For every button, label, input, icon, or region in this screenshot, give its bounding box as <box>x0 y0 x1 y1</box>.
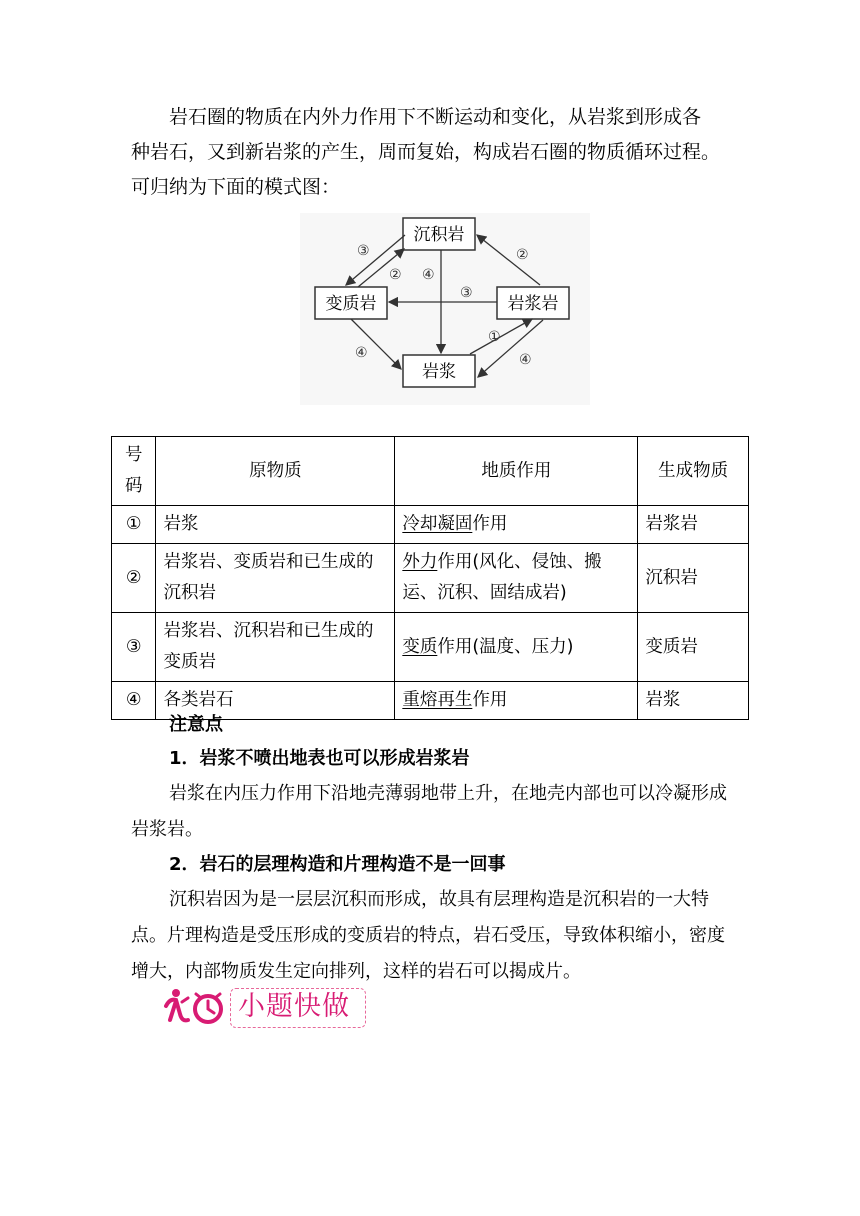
process-detail: 作用 <box>472 690 508 710</box>
label-middle: ③ <box>460 285 473 301</box>
header-number: 号码 <box>112 437 156 506</box>
row-number: ③ <box>112 613 156 682</box>
intro-line-2: 种岩石，又到新岩浆的产生，周而复始，构成岩石圈的物质循环过程。 <box>131 141 721 163</box>
label-bl: ④ <box>355 345 368 361</box>
rock-cycle-diagram <box>300 213 590 405</box>
quick-practice-banner <box>162 984 368 1030</box>
node-igneous: 岩浆岩 <box>507 294 559 314</box>
rock-cycle-table <box>111 436 749 720</box>
node-metamorphic: 变质岩 <box>325 294 377 314</box>
row-product: 变质岩 <box>638 613 749 682</box>
table-row <box>112 506 749 544</box>
intro-paragraph <box>131 100 741 205</box>
intro-line-3: 可归纳为下面的模式图： <box>131 176 341 198</box>
node-magma: 岩浆 <box>422 362 456 382</box>
row-number: ④ <box>112 682 156 720</box>
notes-title: 注意点 <box>169 714 223 735</box>
label-tr: ② <box>516 247 529 263</box>
alarm-clock-person-icon <box>162 984 228 1030</box>
note-2-heading: 2．岩石的层理构造和片理构造不是一回事 <box>169 854 506 875</box>
process-detail: 作用(风化、侵蚀、搬运、沉积、固结成岩) <box>402 552 602 603</box>
node-sedimentary: 沉积岩 <box>413 225 465 245</box>
row-product: 岩浆岩 <box>638 506 749 544</box>
table-row <box>112 613 749 682</box>
banner-title: 小题快做 <box>238 991 350 1022</box>
row-number: ① <box>112 506 156 544</box>
label-tl-inner: ② <box>389 267 402 283</box>
header-process: 地质作用 <box>395 437 638 506</box>
row-process <box>395 613 638 682</box>
label-center: ④ <box>422 267 435 283</box>
note-1-heading: 1．岩浆不喷出地表也可以形成岩浆岩 <box>169 748 470 769</box>
note-2-body: 沉积岩因为是一层层沉积而形成，故具有层理构造是沉积岩的一大特点。片理构造是受压形成的变质岩的特点，岩石受压，导致体积缩小，密度增大，内部物质发生定向排列，这样的岩石可以揭成片。 <box>131 889 725 982</box>
header-product: 生成物质 <box>638 437 749 506</box>
note-1-body: 岩浆在内压力作用下沿地壳薄弱地带上升，在地壳内部也可以冷凝形成岩浆岩。 <box>131 783 727 840</box>
row-source: 岩浆岩、沉积岩和已生成的变质岩 <box>156 613 395 682</box>
intro-line-1: 岩石圈的物质在内外力作用下不断运动和变化，从岩浆到形成各 <box>169 106 702 128</box>
label-br-outer: ④ <box>519 352 532 368</box>
table-header-row <box>112 437 749 506</box>
row-source: 岩浆岩、变质岩和已生成的沉积岩 <box>156 544 395 613</box>
row-product: 沉积岩 <box>638 544 749 613</box>
process-keyword: 外力 <box>402 552 438 572</box>
row-source: 岩浆 <box>156 506 395 544</box>
row-number: ② <box>112 544 156 613</box>
row-process <box>395 506 638 544</box>
process-keyword: 冷却凝固 <box>402 514 473 534</box>
row-product: 岩浆 <box>638 682 749 720</box>
row-process <box>395 544 638 613</box>
table-row <box>112 544 749 613</box>
process-keyword: 重熔再生 <box>402 690 473 710</box>
header-source: 原物质 <box>156 437 395 506</box>
label-tl-outer: ③ <box>357 243 370 259</box>
row-source: 各类岩石 <box>156 682 395 720</box>
notes-section <box>131 708 741 990</box>
process-detail: 作用(温度、压力) <box>437 636 574 657</box>
process-detail: 作用 <box>472 514 508 534</box>
label-br-inner: ① <box>488 329 501 345</box>
process-keyword: 变质 <box>402 636 438 657</box>
